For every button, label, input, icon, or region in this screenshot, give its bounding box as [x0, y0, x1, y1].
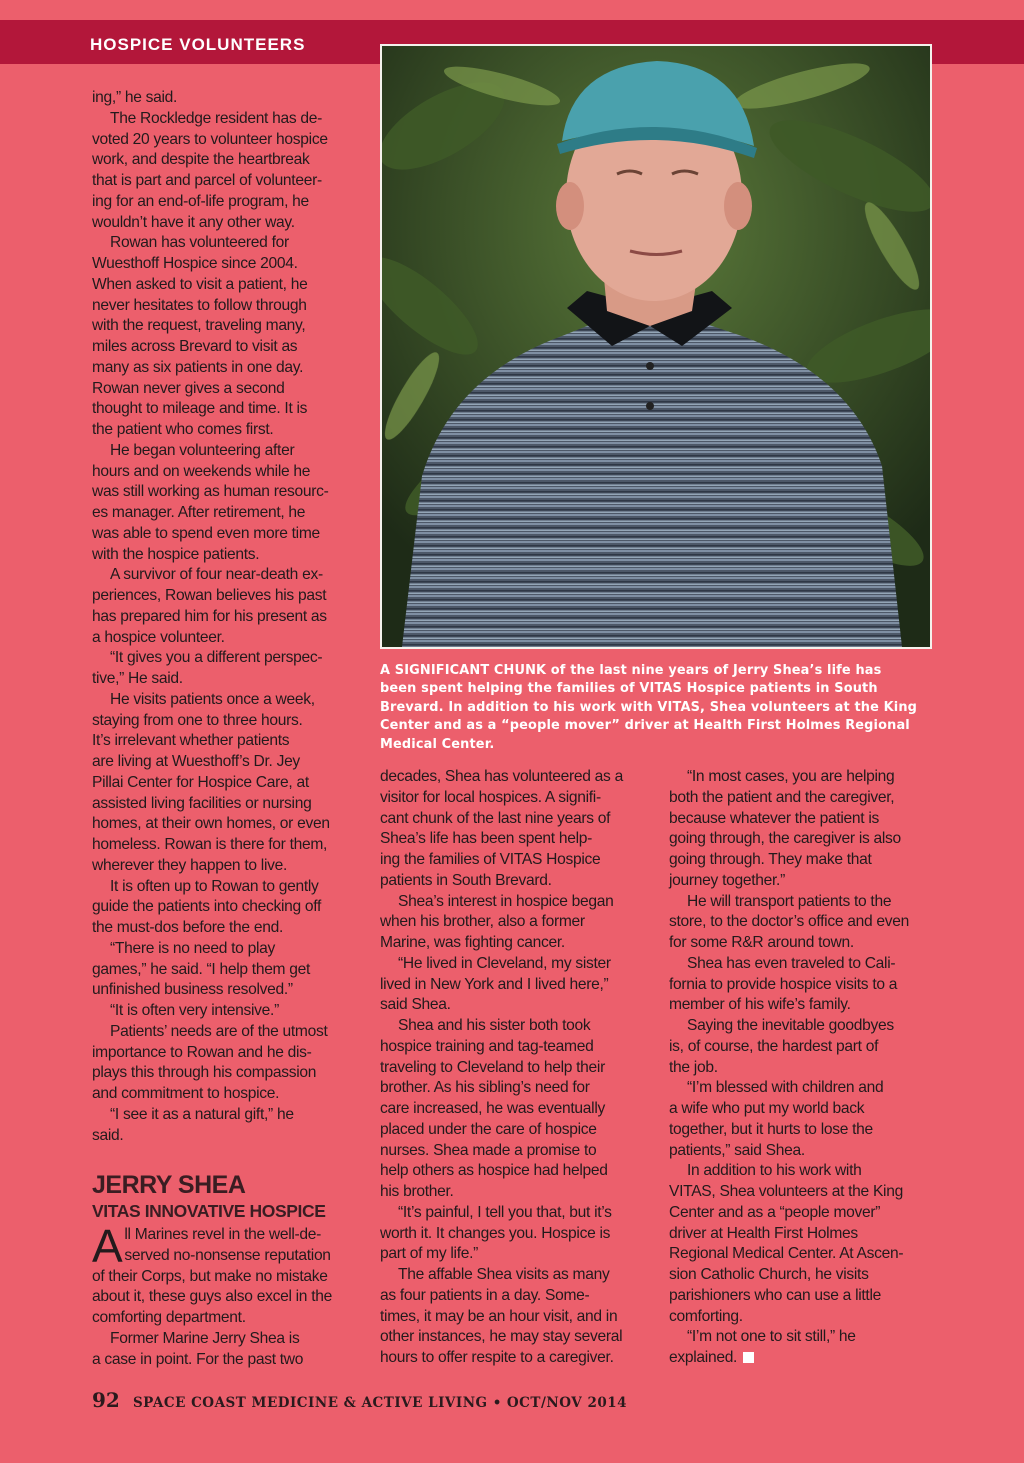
text-line: He will transport patients to the [687, 892, 892, 910]
text-line: plays this through his compassion [92, 1064, 317, 1082]
text-line: the patient who comes first. [92, 421, 274, 438]
text-line: hospice training and tag-teamed [380, 1037, 594, 1055]
text-line: “It gives you a different perspec- [110, 649, 323, 667]
text-line: journey together.” [669, 871, 785, 889]
text-line: periences, Rowan believes his past [92, 587, 327, 604]
text-line: has prepared him for his present as [92, 607, 327, 625]
text-line: He visits patients once a week, [110, 690, 315, 708]
portrait-photo [380, 44, 932, 649]
text-line: parishioners who can use a little [669, 1286, 881, 1304]
text-line: decades, Shea has volunteered as a [380, 768, 623, 785]
text-line: times, it may be an hour visit, and in [380, 1307, 618, 1325]
text-line: games,” he said. “I help them get [92, 960, 311, 978]
intro-line: served no-nonsense reputation [124, 1246, 331, 1264]
text-line: help others as hospice had helped [380, 1162, 608, 1180]
text-line: as four patients in a day. Some- [380, 1286, 590, 1304]
intro-line: of their Corps, but make no mistake [92, 1267, 328, 1285]
text-line: going through. They make that [669, 851, 872, 868]
text-line: tive,” He said. [92, 670, 183, 687]
text-line: “I see it as a natural gift,” he [110, 1105, 294, 1123]
text-line: It’s irrelevant whether patients [92, 732, 290, 750]
text-line: hours and on weekends while he [92, 462, 311, 480]
text-line: the must-dos before the end. [92, 919, 283, 936]
intro-line: a case in point. For the past two [92, 1350, 304, 1368]
text-line: Shea’s life has been spent help- [380, 830, 593, 848]
profile-name: JERRY SHEA [92, 1171, 246, 1199]
text-line: unfinished business resolved.” [92, 981, 293, 999]
text-line: for some R&R around town. [669, 934, 854, 951]
text-line: guide the patients into checking off [92, 898, 322, 916]
caption-line: A SIGNIFICANT CHUNK of the last nine years of Jerry Shea’s life has [380, 663, 882, 678]
text-line: The Rockledge resident has de- [110, 109, 323, 127]
text-line: importance to Rowan and he dis- [92, 1043, 312, 1061]
text-line: with the hospice patients. [92, 545, 260, 563]
text-line: brother. As his sibling’s need for [380, 1079, 590, 1097]
text-line: voted 20 years to volunteer hospice [92, 130, 328, 148]
text-line: Pillai Center for Hospice Care, at [92, 773, 309, 791]
section-title: HOSPICE VOLUNTEERS [90, 35, 306, 54]
text-line: Shea has even traveled to Cali- [687, 954, 896, 972]
text-line: that is part and parcel of volunteer- [92, 172, 322, 189]
text-line: Saying the inevitable goodbyes [687, 1017, 894, 1034]
text-line: “He lived in Cleveland, my sister [398, 954, 611, 972]
text-line: a hospice volunteer. [92, 628, 225, 646]
issue-date: OCT/NOV 2014 [506, 1395, 628, 1411]
end-of-article-mark [743, 1352, 754, 1363]
text-line: when his brother, also a former [380, 913, 585, 931]
text-line: homeless. Rowan is there for them, [92, 836, 328, 853]
text-line: staying from one to three hours. [92, 711, 303, 729]
article-column-2 [380, 767, 652, 1369]
text-line: said Shea. [380, 996, 451, 1014]
text-line: visitor for local hospices. A signifi- [380, 788, 601, 806]
text-line: explained. [669, 1349, 738, 1366]
magazine-title: SPACE COAST MEDICINE & ACTIVE LIVING [132, 1395, 488, 1411]
text-line: member of his wife’s family. [669, 996, 851, 1014]
text-line: work, and despite the heartbreak [92, 151, 310, 169]
text-line: ing,” he said. [92, 89, 178, 106]
text-line: es manager. After retirement, he [92, 504, 306, 521]
text-line: Regional Medical Center. At Ascen- [669, 1245, 904, 1263]
text-line: nurses. Shea made a promise to [380, 1141, 597, 1159]
text-line: lived in New York and I lived here,” [380, 975, 609, 993]
text-line: together, but it hurts to lose the [669, 1120, 873, 1138]
footer-separator: • [492, 1395, 502, 1411]
text-line: going through, the caregiver is also [669, 830, 901, 848]
text-line: wherever they happen to live. [92, 856, 288, 874]
text-line: thought to mileage and time. It is [92, 400, 308, 418]
text-line: placed under the care of hospice [380, 1120, 597, 1138]
article-column-3 [669, 767, 941, 1369]
text-line: ing for an end-of-life program, he [92, 192, 309, 210]
text-line: both the patient and the caregiver, [669, 788, 895, 806]
text-line: ing the families of VITAS Hospice [380, 851, 601, 868]
text-line: Rowan has volunteered for [110, 234, 289, 252]
text-line: Patients’ needs are of the utmost [110, 1022, 328, 1040]
text-line: traveling to Cleveland to help their [380, 1058, 605, 1076]
text-line: and commitment to hospice. [92, 1085, 280, 1102]
text-line: worth it. It changes you. Hospice is [380, 1224, 611, 1242]
text-line: is, of course, the hardest part of [669, 1037, 879, 1055]
text-line: “In most cases, you are helping [687, 768, 895, 785]
text-line: “I’m blessed with children and [687, 1079, 884, 1097]
text-line: Shea and his sister both took [398, 1017, 591, 1034]
text-line: A survivor of four near-death ex- [110, 566, 323, 584]
text-line: his brother. [380, 1183, 454, 1200]
text-line: part of my life.” [380, 1245, 479, 1263]
page-number: 92 [92, 1388, 120, 1412]
text-line: cant chunk of the last nine years of [380, 809, 611, 827]
text-line: store, to the doctor’s office and even [669, 913, 909, 931]
text-line: comforting. [669, 1307, 743, 1325]
intro-line: Former Marine Jerry Shea is [110, 1329, 300, 1347]
page-footer [92, 1388, 627, 1412]
text-line: a wife who put my world back [669, 1100, 865, 1117]
caption-line: Medical Center. [380, 736, 495, 752]
text-line: He began volunteering after [110, 441, 295, 459]
caption-line: been spent helping the families of VITAS Hospice patients in South [380, 681, 878, 697]
text-line: other instances, he may stay several [380, 1328, 623, 1346]
text-line: care increased, he was eventually [380, 1100, 606, 1117]
text-line: fornia to provide hospice visits to a [669, 975, 898, 993]
intro-line: comforting department. [92, 1309, 246, 1326]
text-line: wouldn’t have it any other way. [92, 213, 295, 231]
text-line: It is often up to Rowan to gently [110, 877, 319, 895]
text-line: The affable Shea visits as many [398, 1266, 610, 1283]
text-line: many as six patients in one day. [92, 358, 304, 376]
text-line: never hesitates to follow through [92, 296, 307, 314]
text-line: Center and as a “people mover” [669, 1203, 881, 1221]
text-line: miles across Brevard to visit as [92, 338, 298, 355]
caption-line: Brevard. In addition to his work with VITAS, Shea volunteers at the King [380, 699, 918, 715]
text-line: “It’s painful, I tell you that, but it’s [398, 1203, 612, 1221]
intro-line: ll Marines revel in the well-de- [124, 1226, 322, 1243]
text-line: “It is often very intensive.” [110, 1002, 279, 1019]
text-line: was still working as human resourc- [92, 483, 329, 501]
text-line: because whatever the patient is [669, 809, 880, 827]
profile-organization: VITAS INNOVATIVE HOSPICE [92, 1201, 326, 1221]
text-line: with the request, traveling many, [92, 317, 306, 335]
text-line: sion Catholic Church, he visits [669, 1266, 869, 1283]
text-line: Rowan never gives a second [92, 379, 285, 397]
text-line: are living at Wuesthoff’s Dr. Jey [92, 753, 300, 770]
text-line: patients in South Brevard. [380, 871, 552, 889]
text-line: hours to offer respite to a caregiver. [380, 1349, 614, 1366]
text-line: Shea’s interest in hospice began [398, 892, 614, 910]
text-line: “There is no need to play [110, 939, 275, 957]
text-line: Wuesthoff Hospice since 2004. [92, 255, 298, 272]
text-line: “I’m not one to sit still,” he [687, 1328, 856, 1346]
text-line: said. [92, 1126, 124, 1144]
text-line: assisted living facilities or nursing [92, 794, 312, 812]
photo-caption [380, 662, 936, 754]
article-column-1 [92, 88, 362, 1146]
text-line: VITAS, Shea volunteers at the King [669, 1183, 903, 1200]
profile-intro [92, 1220, 362, 1370]
text-line: homes, at their own homes, or even [92, 815, 330, 833]
caption-line: Center and as a “people mover” driver at Health First Holmes Regional [380, 718, 910, 734]
text-line: driver at Health First Holmes [669, 1224, 858, 1242]
text-line: Marine, was fighting cancer. [380, 934, 565, 951]
intro-line: about it, these guys also excel in the [92, 1288, 332, 1306]
text-line: the job. [669, 1058, 718, 1076]
text-line: When asked to visit a patient, he [92, 275, 308, 293]
text-line: patients,” said Shea. [669, 1141, 805, 1159]
text-line: was able to spend even more time [92, 524, 320, 542]
text-line: In addition to his work with [687, 1162, 862, 1180]
drop-cap: A [92, 1220, 123, 1272]
